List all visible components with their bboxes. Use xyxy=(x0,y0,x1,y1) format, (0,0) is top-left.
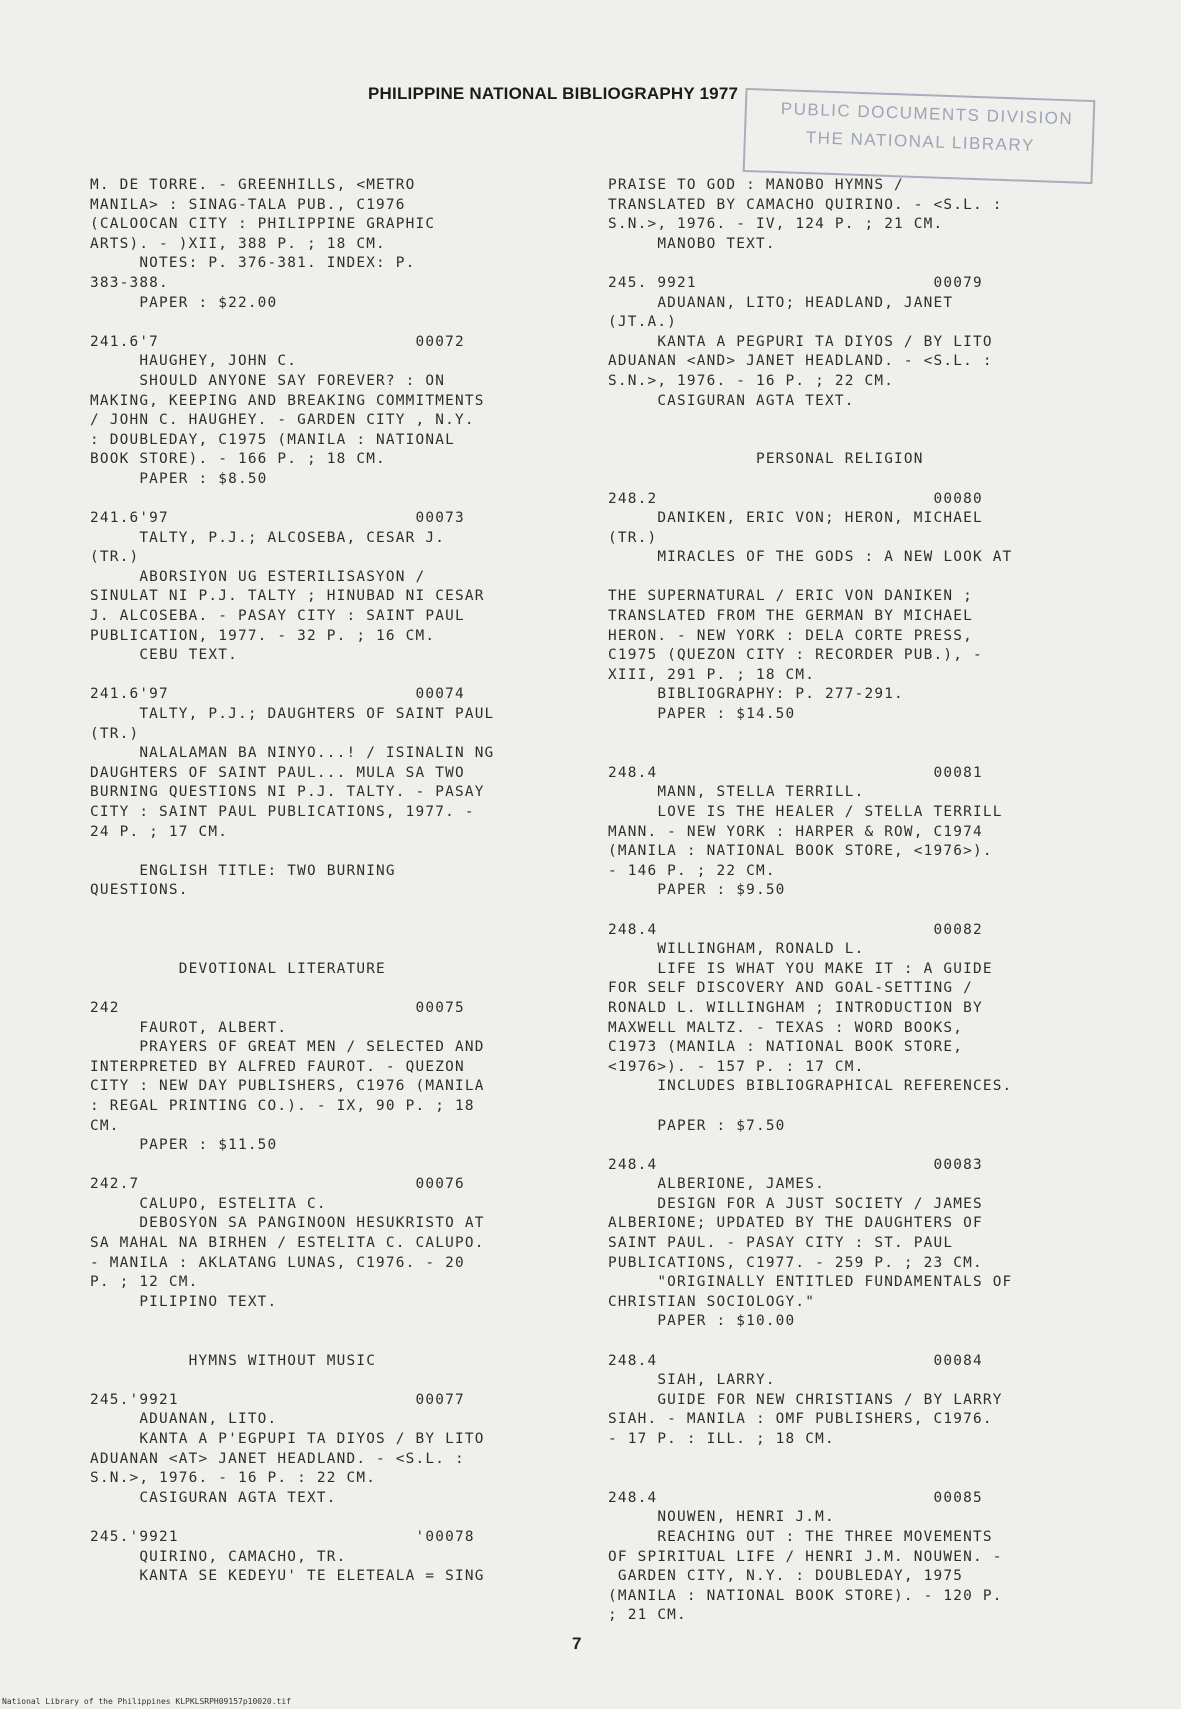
text-line: S.N.>, 1976. - 16 P. : 22 CM. xyxy=(90,1470,377,1487)
text-line: CHRISTIAN SOCIOLOGY." xyxy=(608,1293,816,1310)
text-line: ; 21 CM. xyxy=(608,1607,687,1624)
text-line: 248.2 00080 xyxy=(608,490,983,507)
text-line: TALTY, P.J.; DAUGHTERS OF SAINT PAUL xyxy=(90,706,495,723)
text-line: MAXWELL MALTZ. - TEXAS : WORD BOOKS, xyxy=(608,1019,964,1036)
text-line: 248.4 00082 xyxy=(608,921,983,938)
text-line: PUBLICATION, 1977. - 32 P. ; 16 CM. xyxy=(90,627,436,644)
text-line: LOVE IS THE HEALER / STELLA TERRILL xyxy=(608,804,1003,820)
text-line: MANOBO TEXT. xyxy=(608,235,776,252)
text-line: TRANSLATED FROM THE GERMAN BY MICHAEL xyxy=(608,608,973,625)
text-line: RONALD L. WILLINGHAM ; INTRODUCTION BY xyxy=(608,999,983,1016)
text-line: PAPER : $11.50 xyxy=(90,1137,278,1154)
text-line xyxy=(608,1136,1012,1156)
text-line: - 146 P. ; 22 CM. xyxy=(608,862,776,879)
text-line: QUESTIONS. xyxy=(90,882,189,899)
text-line: XIII, 291 P. ; 18 CM. xyxy=(608,666,816,683)
text-line: NALALAMAN BA NINYO...! / ISINALIN NG xyxy=(90,745,495,762)
text-line: LIFE IS WHAT YOU MAKE IT : A GUIDE xyxy=(608,960,993,977)
text-line: HYMNS WITHOUT MUSIC xyxy=(90,1352,377,1369)
text-line: DEBOSYON SA PANGINOON HESUKRISTO AT xyxy=(90,1215,485,1232)
text-line: BOOK STORE). - 166 P. ; 18 CM. xyxy=(90,451,386,468)
text-line xyxy=(90,842,494,862)
text-line: CM. xyxy=(90,1117,120,1134)
text-line xyxy=(608,1332,1012,1352)
text-line: 24 P. ; 17 CM. xyxy=(90,823,229,840)
text-line: INCLUDES BIBLIOGRAPHICAL REFERENCES. xyxy=(608,1078,1013,1095)
text-line xyxy=(608,901,1012,921)
text-line xyxy=(608,411,1012,431)
text-line: 248.4 00081 xyxy=(608,764,983,781)
text-line: TRANSLATED BY CAMACHO QUIRINO. - <S.L. : xyxy=(608,196,1003,213)
text-line xyxy=(90,1371,494,1391)
stamp-line: THE NATIONAL LIBRARY xyxy=(805,128,1036,156)
text-line: ADUANAN, LITO; HEADLAND, JANET xyxy=(608,294,954,311)
text-line xyxy=(608,470,1012,490)
text-line: CEBU TEXT. xyxy=(90,647,238,664)
text-line xyxy=(90,666,494,686)
text-line: ADUANAN, LITO. xyxy=(90,1411,278,1428)
text-line: ALBERIONE; UPDATED BY THE DAUGHTERS OF xyxy=(608,1215,983,1232)
text-line: P. ; 12 CM. xyxy=(90,1274,199,1291)
text-line: MAKING, KEEPING AND BREAKING COMMITMENTS xyxy=(90,392,485,409)
text-line: (CALOOCAN CITY : PHILIPPINE GRAPHIC xyxy=(90,216,436,233)
text-line xyxy=(608,1450,1012,1470)
text-line: KANTA A PEGPURI TA DIYOS / BY LITO xyxy=(608,333,993,350)
text-line: : DOUBLEDAY, C1975 (MANILA : NATIONAL xyxy=(90,431,455,448)
text-line xyxy=(608,568,1012,588)
text-line: NOUWEN, HENRI J.M. xyxy=(608,1509,835,1526)
text-line: GARDEN CITY, N.Y. : DOUBLEDAY, 1975 xyxy=(608,1568,964,1585)
text-line: DESIGN FOR A JUST SOCIETY / JAMES xyxy=(608,1195,983,1212)
text-line xyxy=(90,979,494,999)
text-line: QUIRINO, CAMACHO, TR. xyxy=(90,1548,347,1565)
text-line: SIAH, LARRY. xyxy=(608,1372,776,1389)
text-line: (TR.) xyxy=(90,549,140,566)
text-line: ALBERIONE, JAMES. xyxy=(608,1176,826,1193)
text-line xyxy=(608,744,1012,764)
page-title: PHILIPPINE NATIONAL BIBLIOGRAPHY 1977 xyxy=(368,84,739,103)
text-line: MANILA> : SINAG-TALA PUB., C1976 xyxy=(90,196,406,213)
library-stamp xyxy=(743,88,1096,184)
text-line: MIRACLES OF THE GODS : A NEW LOOK AT xyxy=(608,549,1013,566)
text-line xyxy=(608,1097,1012,1117)
text-line: SIAH. - MANILA : OMF PUBLISHERS, C1976. xyxy=(608,1411,993,1428)
text-line xyxy=(90,1156,494,1176)
text-line: HAUGHEY, JOHN C. xyxy=(90,353,298,370)
text-line: 248.4 00084 xyxy=(608,1352,983,1369)
text-line: (JT.A.) xyxy=(608,314,678,331)
text-line: SA MAHAL NA BIRHEN / ESTELITA C. CALUPO. xyxy=(90,1235,485,1252)
text-line: CASIGURAN AGTA TEXT. xyxy=(90,1489,337,1506)
text-line: TALTY, P.J.; ALCOSEBA, CESAR J. xyxy=(90,529,446,546)
text-line: HERON. - NEW YORK : DELA CORTE PRESS, xyxy=(608,627,973,644)
text-line: <1976>). - 157 P. : 17 CM. xyxy=(608,1058,865,1075)
text-line: "ORIGINALLY ENTITLED FUNDAMENTALS OF xyxy=(608,1274,1013,1291)
text-line: / JOHN C. HAUGHEY. - GARDEN CITY , N.Y. xyxy=(90,412,475,429)
text-line: GUIDE FOR NEW CHRISTIANS / BY LARRY xyxy=(608,1391,1003,1408)
text-line: PRAISE TO GOD : MANOBO HYMNS / xyxy=(608,177,904,193)
text-line: PAPER : $10.00 xyxy=(608,1313,796,1330)
text-line: 241.6'97 00073 xyxy=(90,510,465,527)
text-line xyxy=(90,921,494,941)
text-line: S.N.>, 1976. - 16 P. ; 22 CM. xyxy=(608,372,895,389)
text-line: THE SUPERNATURAL / ERIC VON DANIKEN ; xyxy=(608,588,973,605)
text-line: PAPER : $22.00 xyxy=(90,294,278,311)
text-line: ARTS). - )XII, 388 P. ; 18 CM. xyxy=(90,235,386,252)
text-line: PUBLICATIONS, C1977. - 259 P. ; 23 CM. xyxy=(608,1254,983,1271)
text-line: CITY : SAINT PAUL PUBLICATIONS, 1977. - xyxy=(90,804,475,820)
text-line: KANTA A P'EGPUPI TA DIYOS / BY LITO xyxy=(90,1431,485,1447)
text-line: (TR.) xyxy=(90,725,140,742)
text-line: DAUGHTERS OF SAINT PAUL... MULA SA TWO xyxy=(90,764,465,781)
text-line: 245.'9921 '00078 xyxy=(90,1528,475,1545)
text-line: 241.6'7 00072 xyxy=(90,333,465,350)
text-line: SINULAT NI P.J. TALTY ; HINUBAD NI CESAR xyxy=(90,588,485,605)
text-line: REACHING OUT : THE THREE MOVEMENTS xyxy=(608,1528,993,1545)
text-line: PILIPINO TEXT. xyxy=(90,1293,278,1310)
text-line: DEVOTIONAL LITERATURE xyxy=(90,960,386,977)
text-line: OF SPIRITUAL LIFE / HENRI J.M. NOUWEN. - xyxy=(608,1548,1003,1565)
text-line: PAPER : $14.50 xyxy=(608,706,796,723)
text-line: 245.'9921 00077 xyxy=(90,1391,465,1408)
text-line: 245. 9921 00079 xyxy=(608,274,983,291)
text-line: ADUANAN <AT> JANET HEADLAND. - <S.L. : xyxy=(90,1450,465,1467)
text-line: ABORSIYON UG ESTERILISASYON / xyxy=(90,568,426,585)
text-line: WILLINGHAM, RONALD L. xyxy=(608,941,865,958)
text-line: FAUROT, ALBERT. xyxy=(90,1019,288,1036)
text-line xyxy=(608,1469,1012,1489)
text-line: CITY : NEW DAY PUBLISHERS, C1976 (MANILA xyxy=(90,1078,485,1095)
text-line: 242.7 00076 xyxy=(90,1176,465,1193)
text-line: M. DE TORRE. - GREENHILLS, <METRO xyxy=(90,177,416,193)
scan-footer: National Library of the Philippines KLPKLSRPH09157p10020.tif xyxy=(2,1697,291,1706)
text-line xyxy=(90,1332,494,1352)
text-line: J. ALCOSEBA. - PASAY CITY : SAINT PAUL xyxy=(90,608,465,625)
text-line: PAPER : $9.50 xyxy=(608,882,786,899)
text-line: MANN, STELLA TERRILL. xyxy=(608,784,865,801)
text-line xyxy=(90,490,494,510)
stamp-line: PUBLIC DOCUMENTS DIVISION xyxy=(780,99,1074,129)
text-line: SAINT PAUL. - PASAY CITY : ST. PAUL xyxy=(608,1235,954,1252)
text-line: PAPER : $7.50 xyxy=(608,1117,786,1134)
text-line: - 17 P. : ILL. ; 18 CM. xyxy=(608,1431,835,1447)
text-line: PRAYERS OF GREAT MEN / SELECTED AND xyxy=(90,1039,485,1056)
text-line xyxy=(608,725,1012,745)
text-line: ADUANAN <AND> JANET HEADLAND. - <S.L. : xyxy=(608,353,993,370)
left-column xyxy=(90,176,494,1587)
text-line xyxy=(608,431,1012,451)
text-line: (MANILA : NATIONAL BOOK STORE). - 120 P. xyxy=(608,1587,1003,1604)
text-line xyxy=(90,940,494,960)
text-line: 383-388. xyxy=(90,274,169,291)
text-line: 242 00075 xyxy=(90,999,465,1016)
text-line xyxy=(608,254,1012,274)
text-line: : REGAL PRINTING CO.). - IX, 90 P. ; 18 xyxy=(90,1097,475,1114)
text-line: C1975 (QUEZON CITY : RECORDER PUB.), - xyxy=(608,647,983,664)
right-column xyxy=(608,176,1012,1626)
text-line: 248.4 00085 xyxy=(608,1489,983,1506)
text-line: PAPER : $8.50 xyxy=(90,470,268,487)
text-line: 241.6'97 00074 xyxy=(90,686,465,703)
text-line: - MANILA : AKLATANG LUNAS, C1976. - 20 xyxy=(90,1254,465,1271)
text-line: BIBLIOGRAPHY: P. 277-291. xyxy=(608,686,904,703)
text-line: BURNING QUESTIONS NI P.J. TALTY. - PASAY xyxy=(90,784,485,801)
text-line: SHOULD ANYONE SAY FOREVER? : ON xyxy=(90,372,446,389)
text-line: DANIKEN, ERIC VON; HERON, MICHAEL xyxy=(608,510,983,527)
text-line: FOR SELF DISCOVERY AND GOAL-SETTING / xyxy=(608,980,973,997)
text-line: MANN. - NEW YORK : HARPER & ROW, C1974 xyxy=(608,823,983,840)
page-number: 7 xyxy=(572,1634,582,1653)
text-line: CASIGURAN AGTA TEXT. xyxy=(608,392,855,409)
text-line xyxy=(90,1508,494,1528)
text-line: 248.4 00083 xyxy=(608,1156,983,1173)
text-line: PERSONAL RELIGION xyxy=(608,451,924,468)
text-line: CALUPO, ESTELITA C. xyxy=(90,1195,327,1212)
text-line: (TR.) xyxy=(608,529,658,546)
text-line: INTERPRETED BY ALFRED FAUROT. - QUEZON xyxy=(90,1058,465,1075)
text-line: S.N.>, 1976. - IV, 124 P. ; 21 CM. xyxy=(608,216,944,233)
text-line: NOTES: P. 376-381. INDEX: P. xyxy=(90,255,416,272)
text-line xyxy=(90,901,494,921)
text-line: C1973 (MANILA : NATIONAL BOOK STORE, xyxy=(608,1039,964,1056)
text-line: ENGLISH TITLE: TWO BURNING xyxy=(90,862,396,879)
text-line: KANTA SE KEDEYU' TE ELETEALA = SING xyxy=(90,1568,485,1585)
text-line: (MANILA : NATIONAL BOOK STORE, <1976>). xyxy=(608,843,993,860)
text-line xyxy=(90,1312,494,1332)
text-line xyxy=(90,313,494,333)
